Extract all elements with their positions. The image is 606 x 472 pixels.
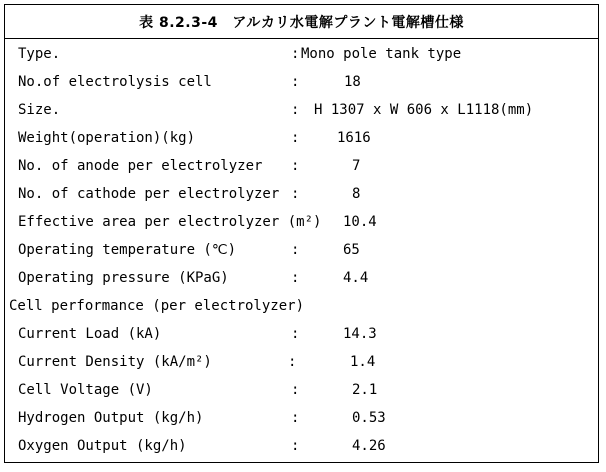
row-value: 2.1 xyxy=(352,382,378,398)
spec-table xyxy=(4,4,599,463)
table-row-size xyxy=(5,96,598,124)
row-colon: : xyxy=(288,354,297,370)
table-row-current-density xyxy=(5,348,598,376)
table-row-section-cell-performance xyxy=(5,292,598,320)
table-row-oxygen-output xyxy=(5,432,598,460)
row-colon: : xyxy=(291,382,300,398)
table-row-effective-area xyxy=(5,208,598,236)
row-label: Hydrogen Output (kg/h) xyxy=(18,410,204,426)
row-value: Mono pole tank type xyxy=(301,46,462,62)
row-colon: : xyxy=(291,270,300,286)
row-colon: : xyxy=(291,158,300,174)
row-value: 8 xyxy=(352,186,361,202)
row-label: No. of cathode per electrolyzer xyxy=(18,186,280,202)
row-value: 0.53 xyxy=(352,410,386,426)
row-value: H 1307 x W 606 x L1118(mm) xyxy=(314,102,534,118)
row-colon: : xyxy=(291,46,300,62)
row-value: 7 xyxy=(352,158,361,174)
table-row-cathode xyxy=(5,180,598,208)
section-heading: Cell performance (per electrolyzer) xyxy=(9,298,305,314)
row-label: No. of anode per electrolyzer xyxy=(18,158,263,174)
row-colon: : xyxy=(291,186,300,202)
row-label: Effective area per electrolyzer (m²) xyxy=(18,214,322,230)
row-value: 10.4 xyxy=(343,214,377,230)
row-value: 1.4 xyxy=(350,354,376,370)
row-label: Size. xyxy=(18,102,61,118)
table-row-type xyxy=(5,40,598,68)
row-colon: : xyxy=(291,130,300,146)
row-label: Type. xyxy=(18,46,61,62)
row-label: Operating pressure (KPaG) xyxy=(18,270,229,286)
row-label: Operating temperature (℃) xyxy=(18,242,237,258)
row-value: 65 xyxy=(343,242,360,258)
row-value: 4.26 xyxy=(352,438,386,454)
row-value: 4.4 xyxy=(343,270,369,286)
row-colon: : xyxy=(291,326,300,342)
row-label: Oxygen Output (kg/h) xyxy=(18,438,187,454)
row-label: Current Load (kA) xyxy=(18,326,162,342)
table-row-cell-count xyxy=(5,68,598,96)
row-value: 18 xyxy=(344,74,361,90)
row-label: Weight(operation)(kg) xyxy=(18,130,196,146)
row-value: 14.3 xyxy=(343,326,377,342)
row-colon: : xyxy=(291,438,300,454)
row-value: 1616 xyxy=(337,130,371,146)
table-row-weight xyxy=(5,124,598,152)
table-row-cell-voltage xyxy=(5,376,598,404)
table-row-temperature xyxy=(5,236,598,264)
row-colon: : xyxy=(291,242,300,258)
row-colon: : xyxy=(291,102,300,118)
table-row-current-load xyxy=(5,320,598,348)
row-label: Current Density (kA/m²) xyxy=(18,354,212,370)
table-row-anode xyxy=(5,152,598,180)
row-colon: : xyxy=(291,74,300,90)
table-row-hydrogen-output xyxy=(5,404,598,432)
table-row-pressure xyxy=(5,264,598,292)
table-title: 表 8.2.3-4 アルカリ水電解プラント電解槽仕様 xyxy=(5,5,598,39)
row-label: Cell Voltage (V) xyxy=(18,382,153,398)
row-colon: : xyxy=(291,410,300,426)
row-label: No.of electrolysis cell xyxy=(18,74,212,90)
